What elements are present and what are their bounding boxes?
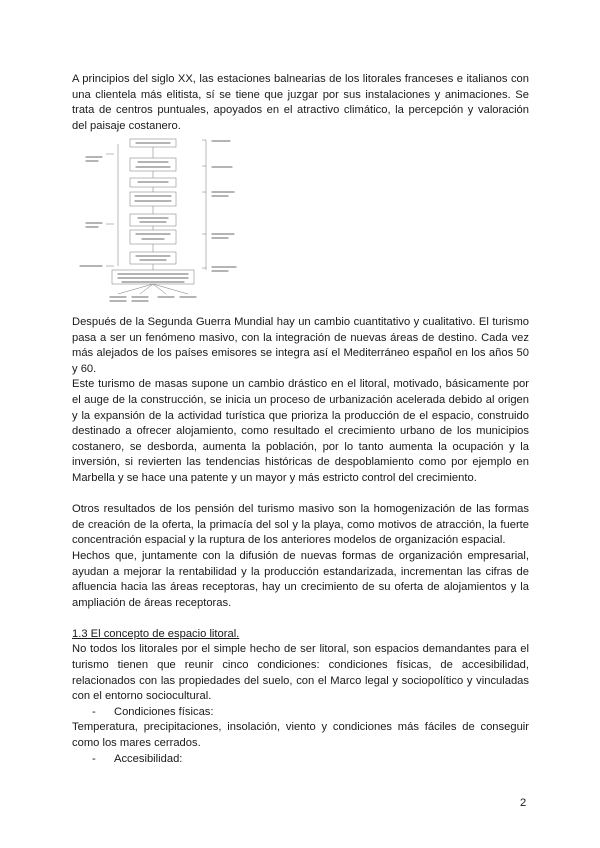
- flow-diagram-figure: [78, 130, 248, 306]
- bullet-label: Condiciones físicas:: [114, 705, 214, 718]
- intro-block: [72, 72, 529, 134]
- section-heading: 1.3 El concepto de espacio litoral.: [72, 627, 240, 640]
- intro-paragraph: A principios del siglo XX, las estaciones balnearias de los litorales franceses e italianos con una clientela más elitista, sí se tiene que juzgar por sus instalaciones y animaciones. Se trata de centros puntuales, apoyados en el atractivo climático, la percepción y valoración del paisaje costanero.: [72, 73, 529, 132]
- paragraph-litoral-concept: No todos los litorales por el simple hecho de ser litoral, son espacios demandantes para el turismo tienen que reunir cinco condiciones: condiciones físicas, de accesibilidad, relacionados con las propiedades del suelo, con el Marco legal y sociopolítico y vinculadas con el entorno sociocultural.: [72, 643, 529, 703]
- bullet-accessibility: [72, 752, 529, 768]
- paragraph-physical-detail: Temperatura, precipitaciones, insolación, viento y condiciones más fáciles de conseguir como los mares cerrados.: [72, 721, 529, 750]
- page-number: 2: [520, 797, 527, 809]
- bullet-dash: -: [92, 705, 96, 718]
- paragraph-facts: Hechos que, juntamente con la difusión de nuevas formas de organización empresarial, ayudan a mejorar la rentabilidad y la producción estandarizada, incrementan las cifras de afluencia hacia las áreas receptoras, hay un crecimiento de su oferta de alojamientos y la ampliación de áreas receptoras.: [72, 549, 529, 609]
- main-text-block: [72, 315, 529, 767]
- bullet-label: Accesibilidad:: [114, 752, 183, 765]
- paragraph-mass-tourism: Este turismo de masas supone un cambio drástico en el litoral, motivado, básicamente por el auge de la construcción, se inicia un proceso de urbanización acelerada debido al origen y la expansión de la actividad turística que prioriza la producción de el espacio, construido destinado a ofrecer alojamiento, como resultado el crecimiento urbano de los municipios costanero, se desborda, aumenta la población, por lo tanto aumenta la ocupación y la inversión, si revierten las tendencias históricas de despoblamiento como por ejemplo en Marbella y se hace una patente y un mayor y más estricto control del crecimiento.: [72, 378, 529, 484]
- paragraph-results: Otros resultados de los pensión del turismo masivo son la homogenización de las formas de creación de la oferta, la primacía del sol y la playa, como motivos de atracción, la fuerte concentración espacial y la ruptura de los anteriores modelos de organización espacial.: [72, 503, 529, 547]
- bullet-dash: -: [92, 752, 96, 765]
- bullet-physical-conditions: [72, 705, 529, 721]
- paragraph-postwar: Después de la Segunda Guerra Mundial hay un cambio cuantitativo y cualitativo. El turismo pasa a ser un fenómeno masivo, con la integración de nuevas áreas de destino. Cada vez más alejados de los países emisores se integra así el Mediterráneo español en los años 50 y 60.: [72, 316, 529, 375]
